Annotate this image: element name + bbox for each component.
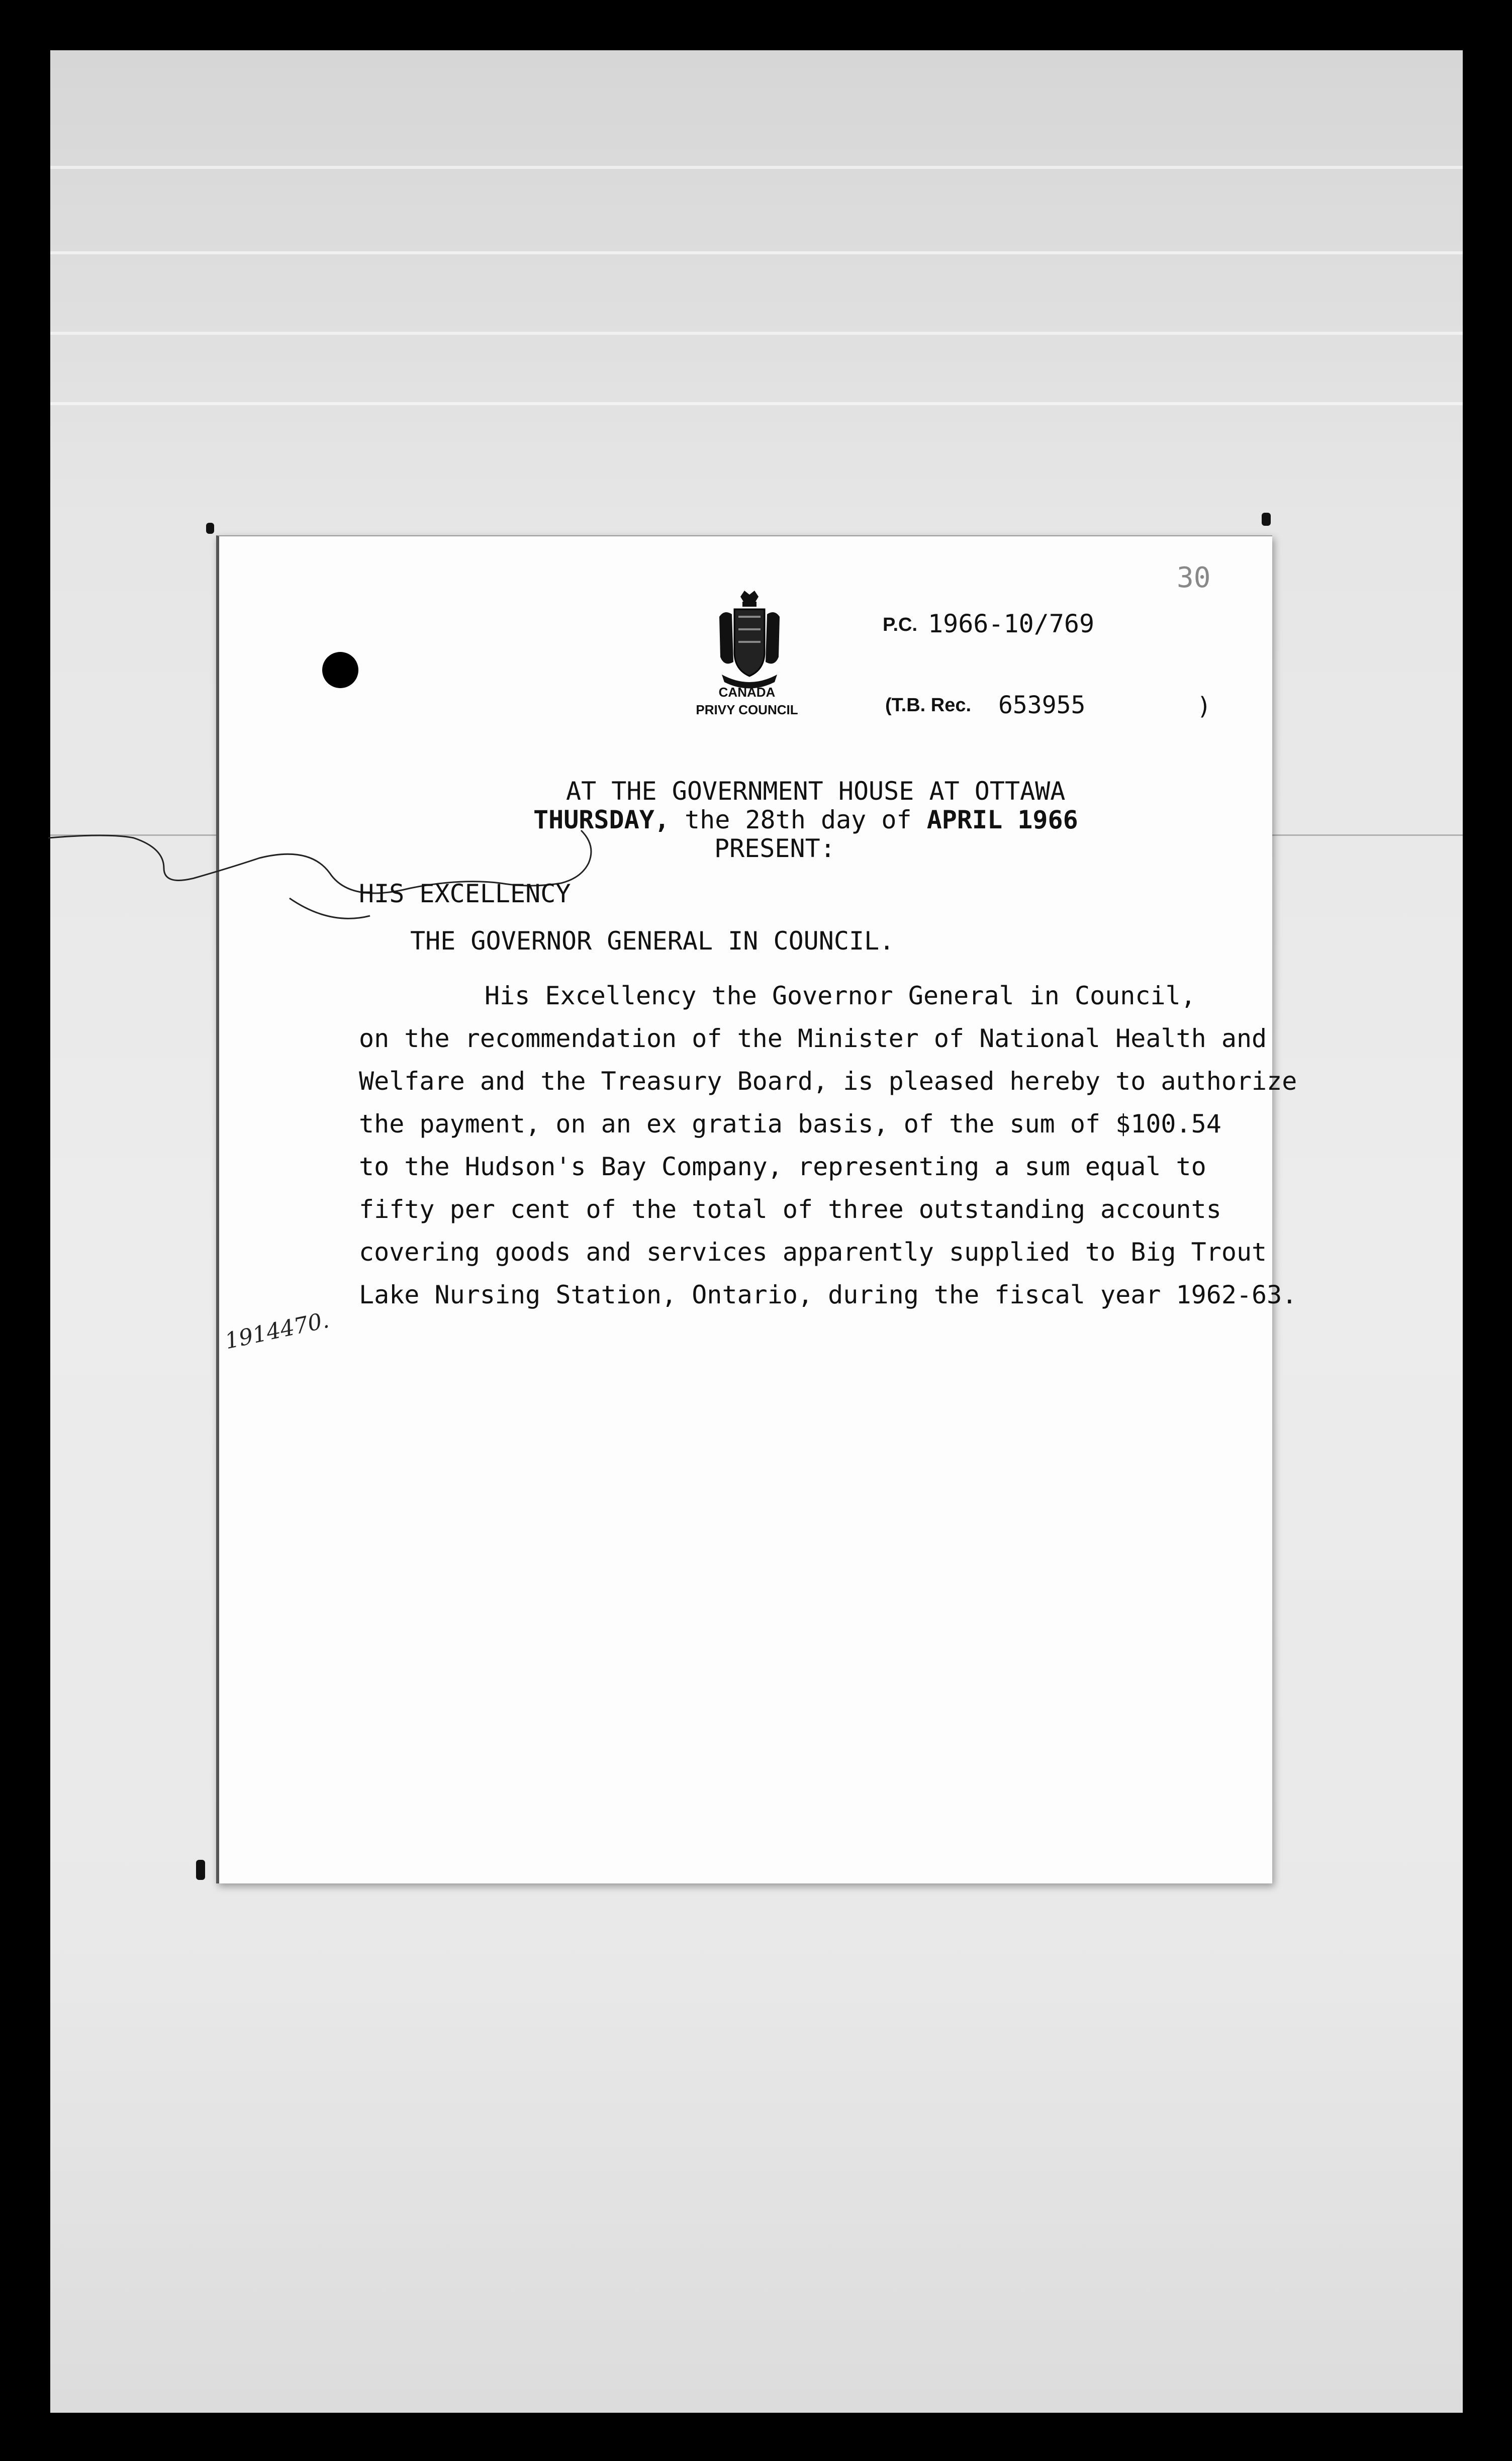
- crest-caption-canada: CANADA: [718, 685, 776, 700]
- his-excellency-heading: HIS EXCELLENCY: [359, 879, 571, 908]
- governor-general-heading: THE GOVERNOR GENERAL IN COUNCIL.: [410, 926, 895, 956]
- meeting-venue: AT THE GOVERNMENT HOUSE AT OTTAWA: [566, 777, 1066, 806]
- body-line: covering goods and services apparently supplied to Big Trout: [359, 1238, 1267, 1267]
- tb-rec-close-paren: ): [1197, 692, 1211, 720]
- body-line: to the Hudson's Bay Company, representing a sum equal to: [359, 1152, 1206, 1181]
- meeting-month-year: APRIL 1966: [926, 805, 1078, 834]
- pc-label: P.C.: [883, 614, 918, 635]
- body-line: Lake Nursing Station, Ontario, during the fiscal year 1962-63.: [359, 1280, 1297, 1309]
- document-page: [216, 535, 1297, 1883]
- punch-hole: [322, 652, 358, 688]
- body-line: His Excellency the Governor General in Council,: [485, 981, 1196, 1010]
- corner-mark: [1262, 513, 1271, 526]
- handwritten-margin-note: 1914470.: [222, 1307, 331, 1355]
- body-line: the payment, on an ex gratia basis, of the sum of $100.54: [359, 1109, 1221, 1139]
- scan-line: [50, 402, 1463, 405]
- body-line: Welfare and the Treasury Board, is pleased hereby to authorize: [359, 1067, 1297, 1096]
- scan-line: [50, 251, 1463, 254]
- meeting-date-text: the 28th day of: [669, 805, 927, 834]
- corner-mark: [196, 1860, 205, 1880]
- scan-line: [50, 166, 1463, 169]
- pc-number: 1966-10/769: [928, 609, 1095, 638]
- page-number: 30: [1177, 561, 1211, 594]
- body-line: fifty per cent of the total of three outstanding accounts: [359, 1195, 1221, 1224]
- crest-caption-privy-council: PRIVY COUNCIL: [696, 702, 798, 717]
- meeting-weekday: THURSDAY,: [533, 805, 670, 834]
- body-line: on the recommendation of the Minister of National Health and: [359, 1024, 1267, 1053]
- corner-mark: [206, 523, 214, 534]
- tb-rec-label: (T.B. Rec.: [885, 695, 972, 716]
- present-label: PRESENT:: [714, 834, 835, 863]
- scan-line: [50, 332, 1463, 335]
- tb-rec-number: 653955: [998, 691, 1086, 719]
